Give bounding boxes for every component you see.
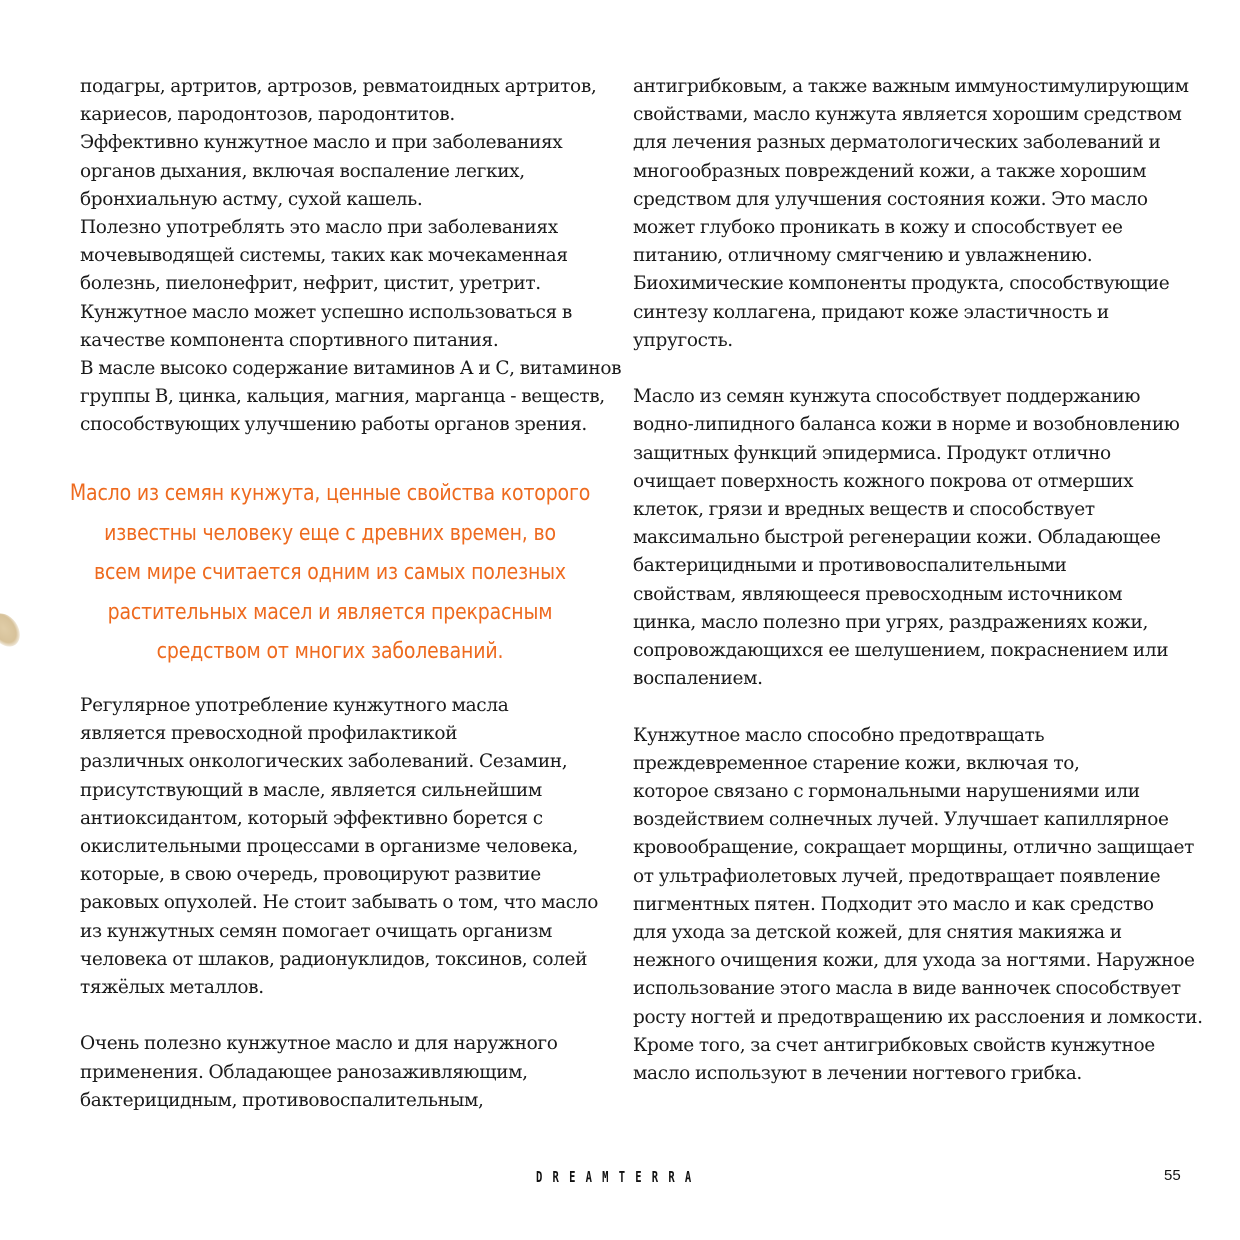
text-line: Кроме того, за счет антигрибковых свойств кунжутное [633, 1034, 1155, 1056]
text-line: клеток, грязи и вредных веществ и способствует [633, 499, 1095, 521]
text-line: сопровождающихся ее шелушением, покраснением или [633, 640, 1169, 662]
pull-quote [63, 474, 596, 672]
text-line: тяжёлых металлов. [80, 977, 264, 999]
text-line: использование этого масла в виде ванночек способствует [633, 978, 1181, 1000]
text-line: защитных функций эпидермиса. Продукт отлично [633, 442, 1111, 464]
left-column-top-text [80, 73, 625, 440]
text-line: для ухода за детской кожей, для снятия макияжа и [633, 922, 1122, 944]
text-line: росту ногтей и предотвращению их расслоения и ломкости. [633, 1006, 1203, 1028]
text-line: Очень полезно кунжутное масло и для наружного [80, 1033, 558, 1055]
paragraph [633, 73, 1203, 355]
left-column-bottom-text [80, 692, 625, 1115]
right-column-text [633, 73, 1203, 1088]
text-line: бактерицидным, противовоспалительным, [80, 1089, 484, 1111]
text-line: Полезно употреблять это масло при заболеваниях [80, 217, 558, 239]
text-line: подагры, артритов, артрозов, ревматоидных артритов, [80, 76, 597, 97]
pull-quote-line: растительных масел и является прекрасным [107, 599, 553, 625]
text-line: масло используют в лечении ногтевого грибка. [633, 1063, 1082, 1085]
text-line: очищает поверхность кожного покрова от отмерших [633, 470, 1134, 492]
text-line: которое связано с гормональными нарушениями или [633, 781, 1140, 803]
text-line: Биохимические компоненты продукта, способствующие [633, 273, 1170, 295]
text-line: качестве компонента спортивного питания. [80, 329, 499, 351]
text-line: В масле высоко содержание витаминов А и С, витаминов [80, 358, 622, 380]
text-line: Эффективно кунжутное масло и при заболеваниях [80, 132, 563, 154]
footer-logo: DREAMTERRA [536, 1168, 702, 1186]
text-line: способствующих улучшению работы органов зрения. [80, 414, 587, 436]
paragraph-spacer [80, 1002, 625, 1030]
text-line: группы В, цинка, кальция, магния, марганца - веществ, [80, 386, 605, 408]
text-line: многообразных повреждений кожи, а также хорошим [633, 160, 1147, 182]
text-line: свойствам, являющееся превосходным источником [633, 583, 1123, 605]
paragraph-spacer [633, 693, 1203, 721]
text-line: воздействием солнечных лучей. Улучшает капиллярное [633, 809, 1169, 831]
text-line: водно-липидного баланса кожи в норме и возобновлению [633, 414, 1180, 436]
text-line: может глубоко проникать в кожу и способствует ее [633, 217, 1123, 239]
text-line: кровообращение, сокращает морщины, отлично защищает [633, 837, 1194, 859]
text-line: для лечения разных дерматологических заболеваний и [633, 132, 1161, 154]
paragraph-spacer [633, 355, 1203, 383]
text-line: средством для улучшения состояния кожи. Это масло [633, 188, 1148, 210]
text-line: применения. Обладающее ранозаживляющим, [80, 1061, 528, 1083]
text-line: питанию, отличному смягчению и увлажнению. [633, 245, 1093, 267]
text-line: органов дыхания, включая воспаление легких, [80, 160, 525, 182]
sesame-seed-decoration [0, 608, 26, 652]
text-line: Масло из семян кунжута способствует поддержанию [633, 386, 1141, 408]
text-line: бактерицидными и противовоспалительными [633, 555, 1067, 577]
text-line: свойствами, масло кунжута является хорошим средством [633, 104, 1182, 126]
text-line: бронхиальную астму, сухой кашель. [80, 188, 423, 210]
paragraph [80, 692, 625, 1002]
text-line: нежного очищения кожи, для ухода за ногтями. Наружное [633, 950, 1195, 972]
text-line: раковых опухолей. Не стоит забывать о том, что масло [80, 892, 598, 914]
text-line: воспалением. [633, 668, 763, 690]
text-line: антиоксидантом, который эффективно борется с [80, 807, 543, 829]
text-line: окислительными процессами в организме человека, [80, 836, 579, 858]
text-line: преждевременное старение кожи, включая то, [633, 752, 1080, 774]
pull-quote-line: всем мире считается одним из самых полезных [94, 560, 566, 585]
text-line: мочевыводящей системы, таких как мочекаменная [80, 245, 568, 267]
text-line: которые, в свою очередь, провоцируют развитие [80, 864, 541, 886]
text-line: человека от шлаков, радионуклидов, токсинов, солей [80, 948, 588, 970]
text-line: цинка, масло полезно при угрях, раздражениях кожи, [633, 611, 1149, 633]
text-line: синтезу коллагена, придают коже эластичность и [633, 301, 1109, 323]
text-line: от ультрафиолетовых лучей, предотвращает появление [633, 865, 1161, 887]
text-line: Кунжутное масло способно предотвращать [633, 724, 1045, 746]
pull-quote-line: известны человеку еще с древних времен, во [104, 520, 556, 546]
pull-quote-line: средством от многих заболеваний. [156, 639, 504, 664]
page-number: 55 [1164, 1167, 1181, 1184]
paragraph [633, 383, 1203, 693]
text-line: присутствующий в масле, является сильнейшим [80, 779, 542, 801]
text-line: кариесов, пародонтозов, пародонтитов. [80, 104, 455, 126]
pull-quote-line: Масло из семян кунжута, ценные свойства которого [69, 481, 591, 506]
text-line: является превосходной профилактикой [80, 723, 458, 745]
text-line: Регулярное употребление кунжутного масла [80, 695, 509, 716]
text-line: пигментных пятен. Подходит это масло и как средство [633, 893, 1154, 915]
text-line: болезнь, пиелонефрит, нефрит, цистит, уретрит. [80, 273, 541, 295]
text-line: Кунжутное масло может успешно использоваться в [80, 301, 572, 323]
paragraph [633, 722, 1203, 1089]
text-line: антигрибковым, а также важным иммуностимулирующим [633, 76, 1189, 97]
paragraph [80, 1030, 625, 1115]
text-line: максимально быстрой регенерации кожи. Обладающее [633, 527, 1161, 549]
text-line: из кунжутных семян помогает очищать организм [80, 920, 553, 942]
text-line: различных онкологических заболеваний. Сезамин, [80, 751, 568, 773]
text-line: упругость. [633, 329, 733, 351]
